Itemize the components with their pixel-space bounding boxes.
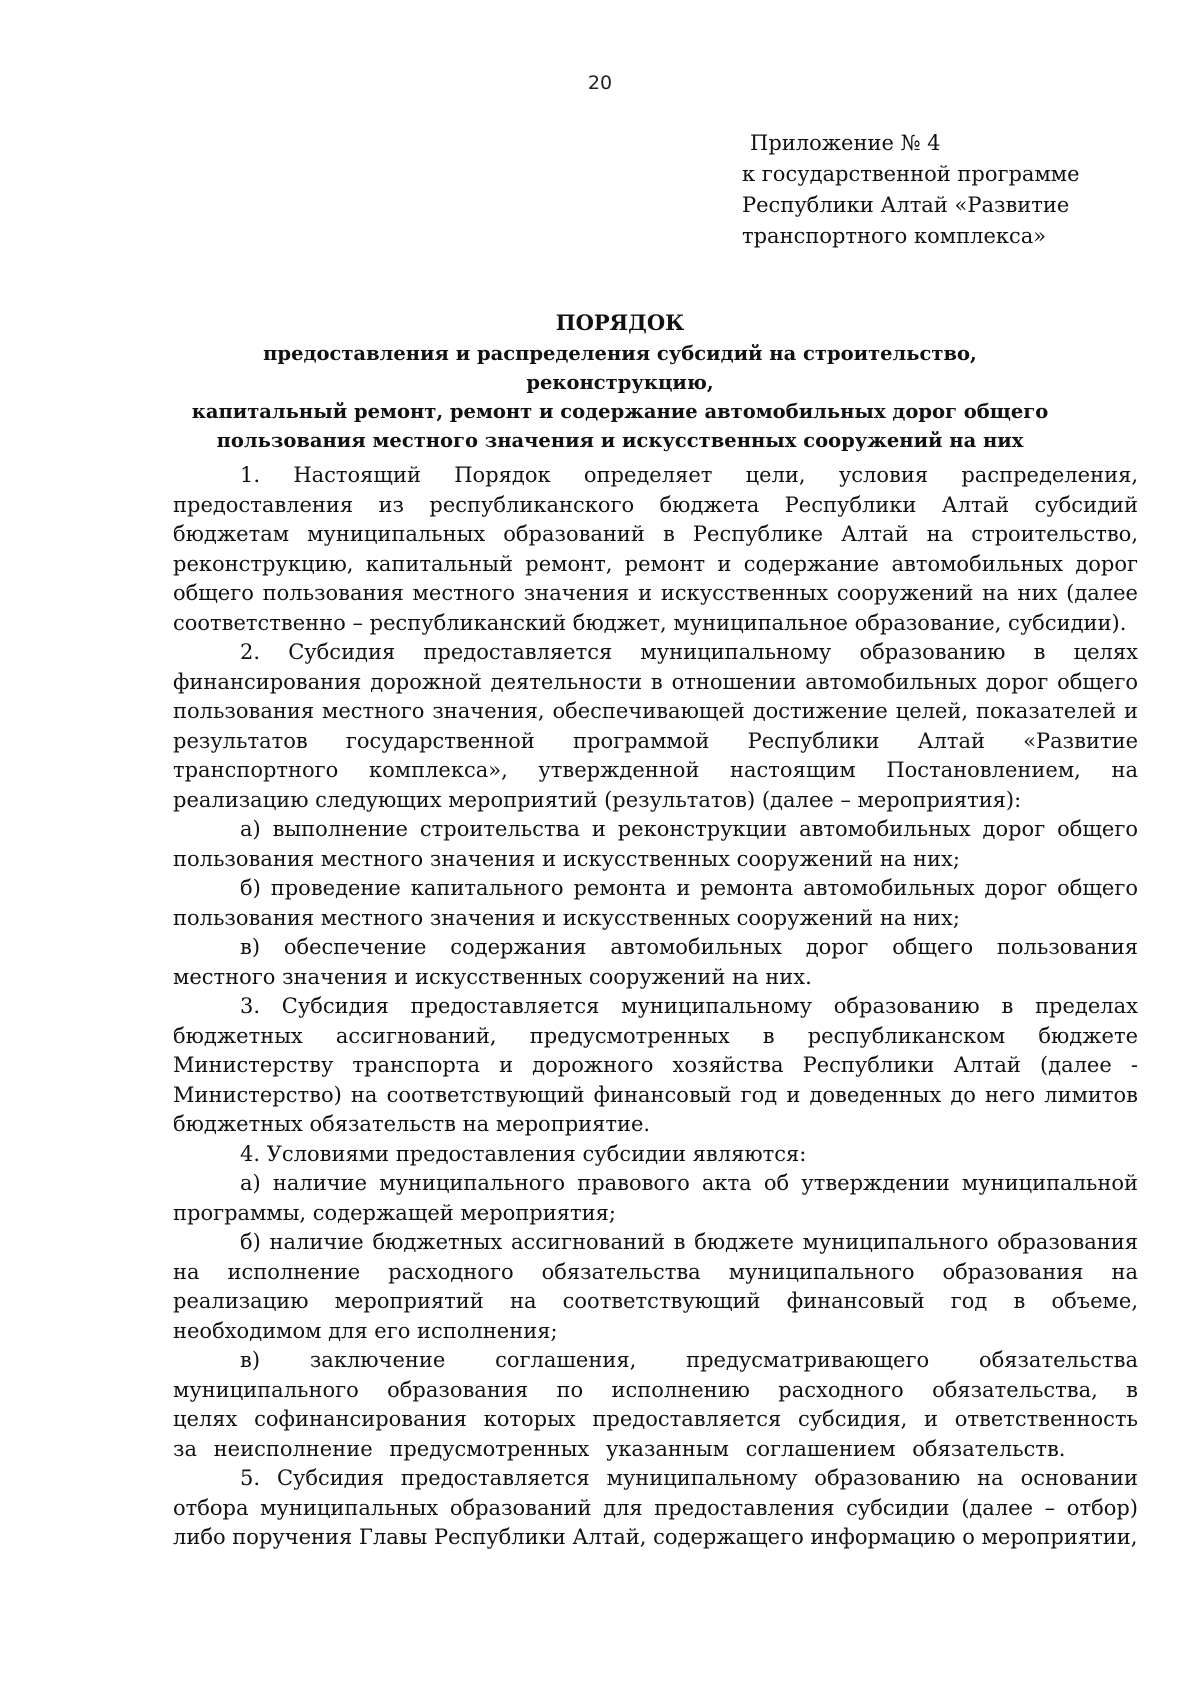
paragraph-2: 2. Субсидия предоставляется муниципальному образованию в целях финансирования дорожной деятельности в отношении автомобильных дорог общего пользования местного значения, обеспечивающей достижение целей, показателей и результатов государственной программой Республики Алтай «Развитие транспортного комплекса», утвержденной настоящим Постановлением, на реализацию следующих мероприятий (результатов) (далее – мероприятия): <box>173 640 1138 812</box>
title-line-1: предоставления и распределения субсидий на строительство, реконструкцию, <box>263 342 977 394</box>
title-line-3: пользования местного значения и искусственных сооружений на них <box>216 429 1024 452</box>
document-title <box>170 308 1070 455</box>
paragraph-5: 5. Субсидия предоставляется муниципальному образованию на основании отбора муниципальных образований для предоставления субсидии (далее – отбор) либо поручения Главы Республики Алтай, содержащего информацию о мероприятии, <box>173 1466 1138 1549</box>
appendix-line-3: Республики Алтай «Развитие <box>742 193 1070 217</box>
paragraph-4-item-b: б) наличие бюджетных ассигнований в бюджете муниципального образования на исполнение расходного обязательства муниципального образования на реализацию мероприятий на соответствующий финансовый год в объеме, необходимом для его исполнения; <box>173 1230 1138 1343</box>
paragraph-4: 4. Условиями предоставления субсидии являются: <box>240 1141 807 1166</box>
paragraph-2-item-c: в) обеспечение содержания автомобильных дорог общего пользования местного значения и искусственных сооружений на них. <box>173 935 1138 989</box>
paragraph-3: 3. Субсидия предоставляется муниципальному образованию в пределах бюджетных ассигнований, предусмотренных в республиканском бюджете Министерству транспорта и дорожного хозяйства Республики Алтай (далее - Министерство) на соответствующий финансовый год и доведенных до него лимитов бюджетных обязательств на мероприятие. <box>173 994 1138 1136</box>
appendix-line-4: транспортного комплекса» <box>742 224 1047 248</box>
title-line-2: капитальный ремонт, ремонт и содержание автомобильных дорог общего <box>191 400 1049 423</box>
appendix-note <box>742 128 1142 252</box>
page-number: 20 <box>587 72 613 94</box>
paragraph-2-item-b: б) проведение капитального ремонта и ремонта автомобильных дорог общего пользования местного значения и искусственных сооружений на них; <box>173 876 1138 930</box>
paragraph-4-item-a: а) наличие муниципального правового акта об утверждении муниципальной программы, содержащей мероприятия; <box>173 1171 1138 1225</box>
title-main: ПОРЯДОК <box>555 310 685 335</box>
appendix-line-1: Приложение № 4 <box>750 131 941 155</box>
paragraph-2-item-a: а) выполнение строительства и реконструкции автомобильных дорог общего пользования местного значения и искусственных сооружений на них; <box>173 817 1138 871</box>
appendix-line-2: к государственной программе <box>742 162 1080 186</box>
paragraph-1: 1. Настоящий Порядок определяет цели, условия распределения, предоставления из республиканского бюджета Республики Алтай субсидий бюджетам муниципальных образований в Республике Алтай на строительство, реконструкцию, капитальный ремонт, ремонт и содержание автомобильных дорог общего пользования местного значения и искусственных сооружений на них (далее соответственно – республиканский бюджет, муниципальное образование, субсидии). <box>173 463 1138 635</box>
paragraph-4-item-c: в) заключение соглашения, предусматривающего обязательства муниципального образования по исполнению расходного обязательства, в целях софинансирования которых предоставляется субсидия, и ответственность за неисполнение предусмотренных указанным соглашением обязательств. <box>173 1348 1138 1461</box>
document-body <box>173 461 1138 1553</box>
